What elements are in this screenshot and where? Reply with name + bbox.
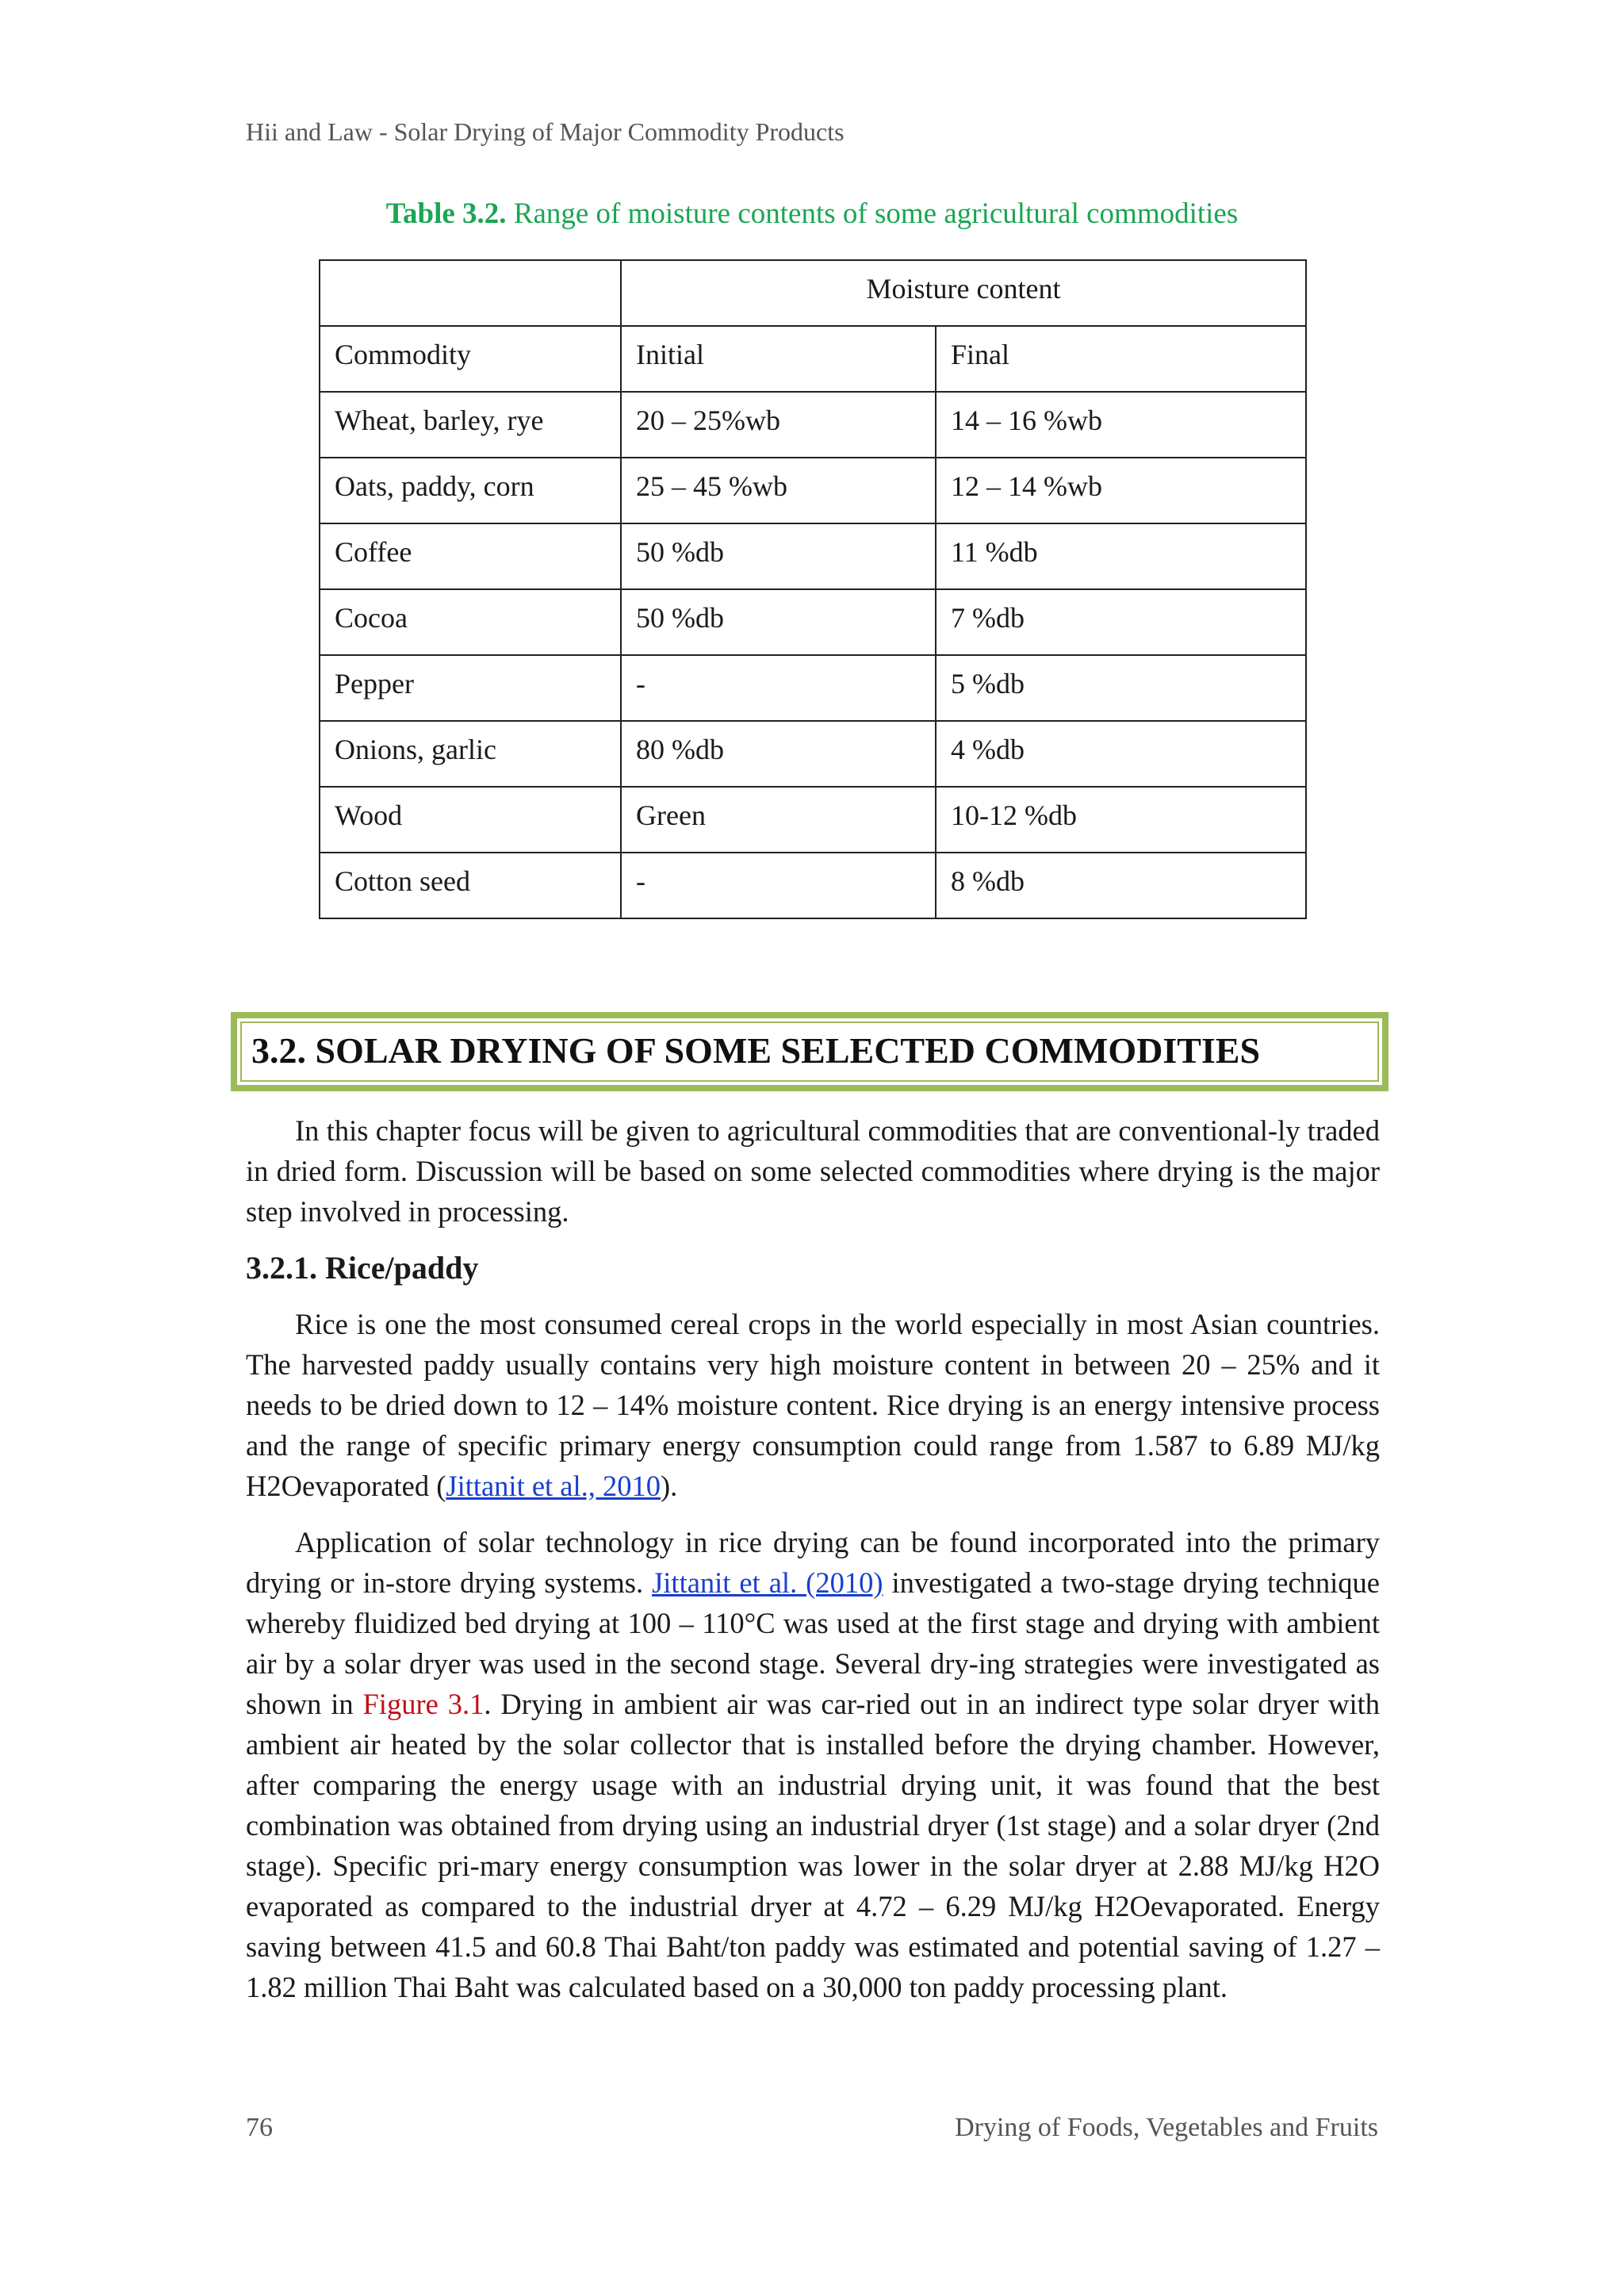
- table-cell: Coffee: [320, 523, 621, 589]
- rice-paragraph-1: [246, 1304, 1380, 1506]
- table-cell: 11 %db: [936, 523, 1306, 589]
- table-column-header: Commodity: [320, 326, 621, 392]
- table-cell: Green: [621, 787, 936, 853]
- table-row: [320, 787, 1306, 853]
- table-group-header: Moisture content: [621, 260, 1306, 326]
- subsection-title: 3.2.1. Rice/paddy: [246, 1250, 479, 1286]
- citation-link[interactable]: Jittanit et al. (2010): [652, 1566, 883, 1599]
- table-cell: 7 %db: [936, 589, 1306, 655]
- table-cell: Onions, garlic: [320, 721, 621, 787]
- table-cell: Cotton seed: [320, 853, 621, 918]
- rice-paragraph-2: [246, 1522, 1380, 2007]
- moisture-content-table: [319, 259, 1307, 919]
- section-title: 3.2. SOLAR DRYING OF SOME SELECTED COMMODITIES: [251, 1030, 1261, 1071]
- table-row: [320, 721, 1306, 787]
- table-cell: 20 – 25%wb: [621, 392, 936, 458]
- table-cell: 4 %db: [936, 721, 1306, 787]
- table-caption: [0, 197, 1624, 231]
- table-column-header: Initial: [621, 326, 936, 392]
- citation-link[interactable]: Jittanit et al., 2010: [446, 1470, 661, 1502]
- table-cell: 14 – 16 %wb: [936, 392, 1306, 458]
- table-cell: Wood: [320, 787, 621, 853]
- table-column-header-row: [320, 326, 1306, 392]
- table-cell: Oats, paddy, corn: [320, 458, 621, 523]
- body-text: [246, 1110, 1380, 2023]
- rice-paragraph-1-text-b: ).: [661, 1470, 678, 1502]
- table-row: [320, 523, 1306, 589]
- table-row: [320, 655, 1306, 721]
- table-row: [320, 853, 1306, 918]
- table-cell: Wheat, barley, rye: [320, 392, 621, 458]
- running-header: Hii and Law - Solar Drying of Major Commodity Products: [246, 117, 845, 146]
- table-caption-number: Table 3.2.: [385, 197, 507, 230]
- table-cell: -: [621, 853, 936, 918]
- table-cell: 50 %db: [621, 523, 936, 589]
- section-heading-box: [231, 1012, 1388, 1091]
- table-cell: Pepper: [320, 655, 621, 721]
- table-cell: 25 – 45 %wb: [621, 458, 936, 523]
- rice-paragraph-2-text-b: investigated a two-stage drying technique whereby fluidized bed drying at 100 – 110°C was used at the first stage and drying with ambient air by a solar dryer was used in the second stage. Several dry-ing strategies were investigated as shown in: [246, 1566, 1380, 1720]
- table-caption-text: Range of moisture contents of some agricultural commodities: [513, 197, 1239, 230]
- table-cell: Cocoa: [320, 589, 621, 655]
- table-row: [320, 392, 1306, 458]
- table-cell: 80 %db: [621, 721, 936, 787]
- table-cell: 8 %db: [936, 853, 1306, 918]
- figure-reference-link[interactable]: Figure 3.1: [362, 1688, 485, 1720]
- running-footer: Drying of Foods, Vegetables and Fruits: [955, 2113, 1378, 2142]
- table-cell: 12 – 14 %wb: [936, 458, 1306, 523]
- table-column-header: Final: [936, 326, 1306, 392]
- table-header-row: [320, 260, 1306, 326]
- table-row: [320, 589, 1306, 655]
- intro-paragraph: In this chapter focus will be given to agricultural commodities that are conventional-ly traded in dried form. Discussion will be based on some selected commodities where drying is the major step involved in processing.: [246, 1114, 1380, 1228]
- table-cell: 10-12 %db: [936, 787, 1306, 853]
- rice-paragraph-2-text-c: . Drying in ambient air was car-ried out in an indirect type solar dryer with ambient air heated by the solar collector that is installed before the drying chamber. However, after comparing the energy usage with an industrial drying unit, it was found that the best combination was obtained from drying using an industrial dryer (1st stage) and a solar dryer (2nd stage). Specific pri-mary energy consumption was lower in the solar dryer at 2.88 MJ/kg H2O evaporated as compared to the industrial dryer at 4.72 – 6.29 MJ/kg H2Oevaporated. Energy saving between 41.5 and 60.8 Thai Baht/ton paddy was estimated and potential saving of 1.27 – 1.82 million Thai Baht was calculated based on a 30,000 ton paddy processing plant.: [246, 1688, 1380, 2003]
- table-row: [320, 458, 1306, 523]
- table-cell: 50 %db: [621, 589, 936, 655]
- rice-paragraph-1-text-a: Rice is one the most consumed cereal crops in the world especially in most Asian countries. The harvested paddy usually contains very high moisture content in between 20 – 25% and it needs to be dried down to 12 – 14% moisture content. Rice drying is an energy intensive process and the range of specific primary energy consumption could range from 1.587 to 6.89 MJ/kg H2Oevaporated (: [246, 1308, 1380, 1502]
- table-cell: -: [621, 655, 936, 721]
- table-cell: 5 %db: [936, 655, 1306, 721]
- rice-paragraph-2-text-a: Application of solar technology in rice drying can be found incorporated into the primary drying or in-store drying systems.: [246, 1526, 1380, 1599]
- page-number: 76: [246, 2113, 273, 2142]
- table-header-empty-cell: [320, 260, 621, 326]
